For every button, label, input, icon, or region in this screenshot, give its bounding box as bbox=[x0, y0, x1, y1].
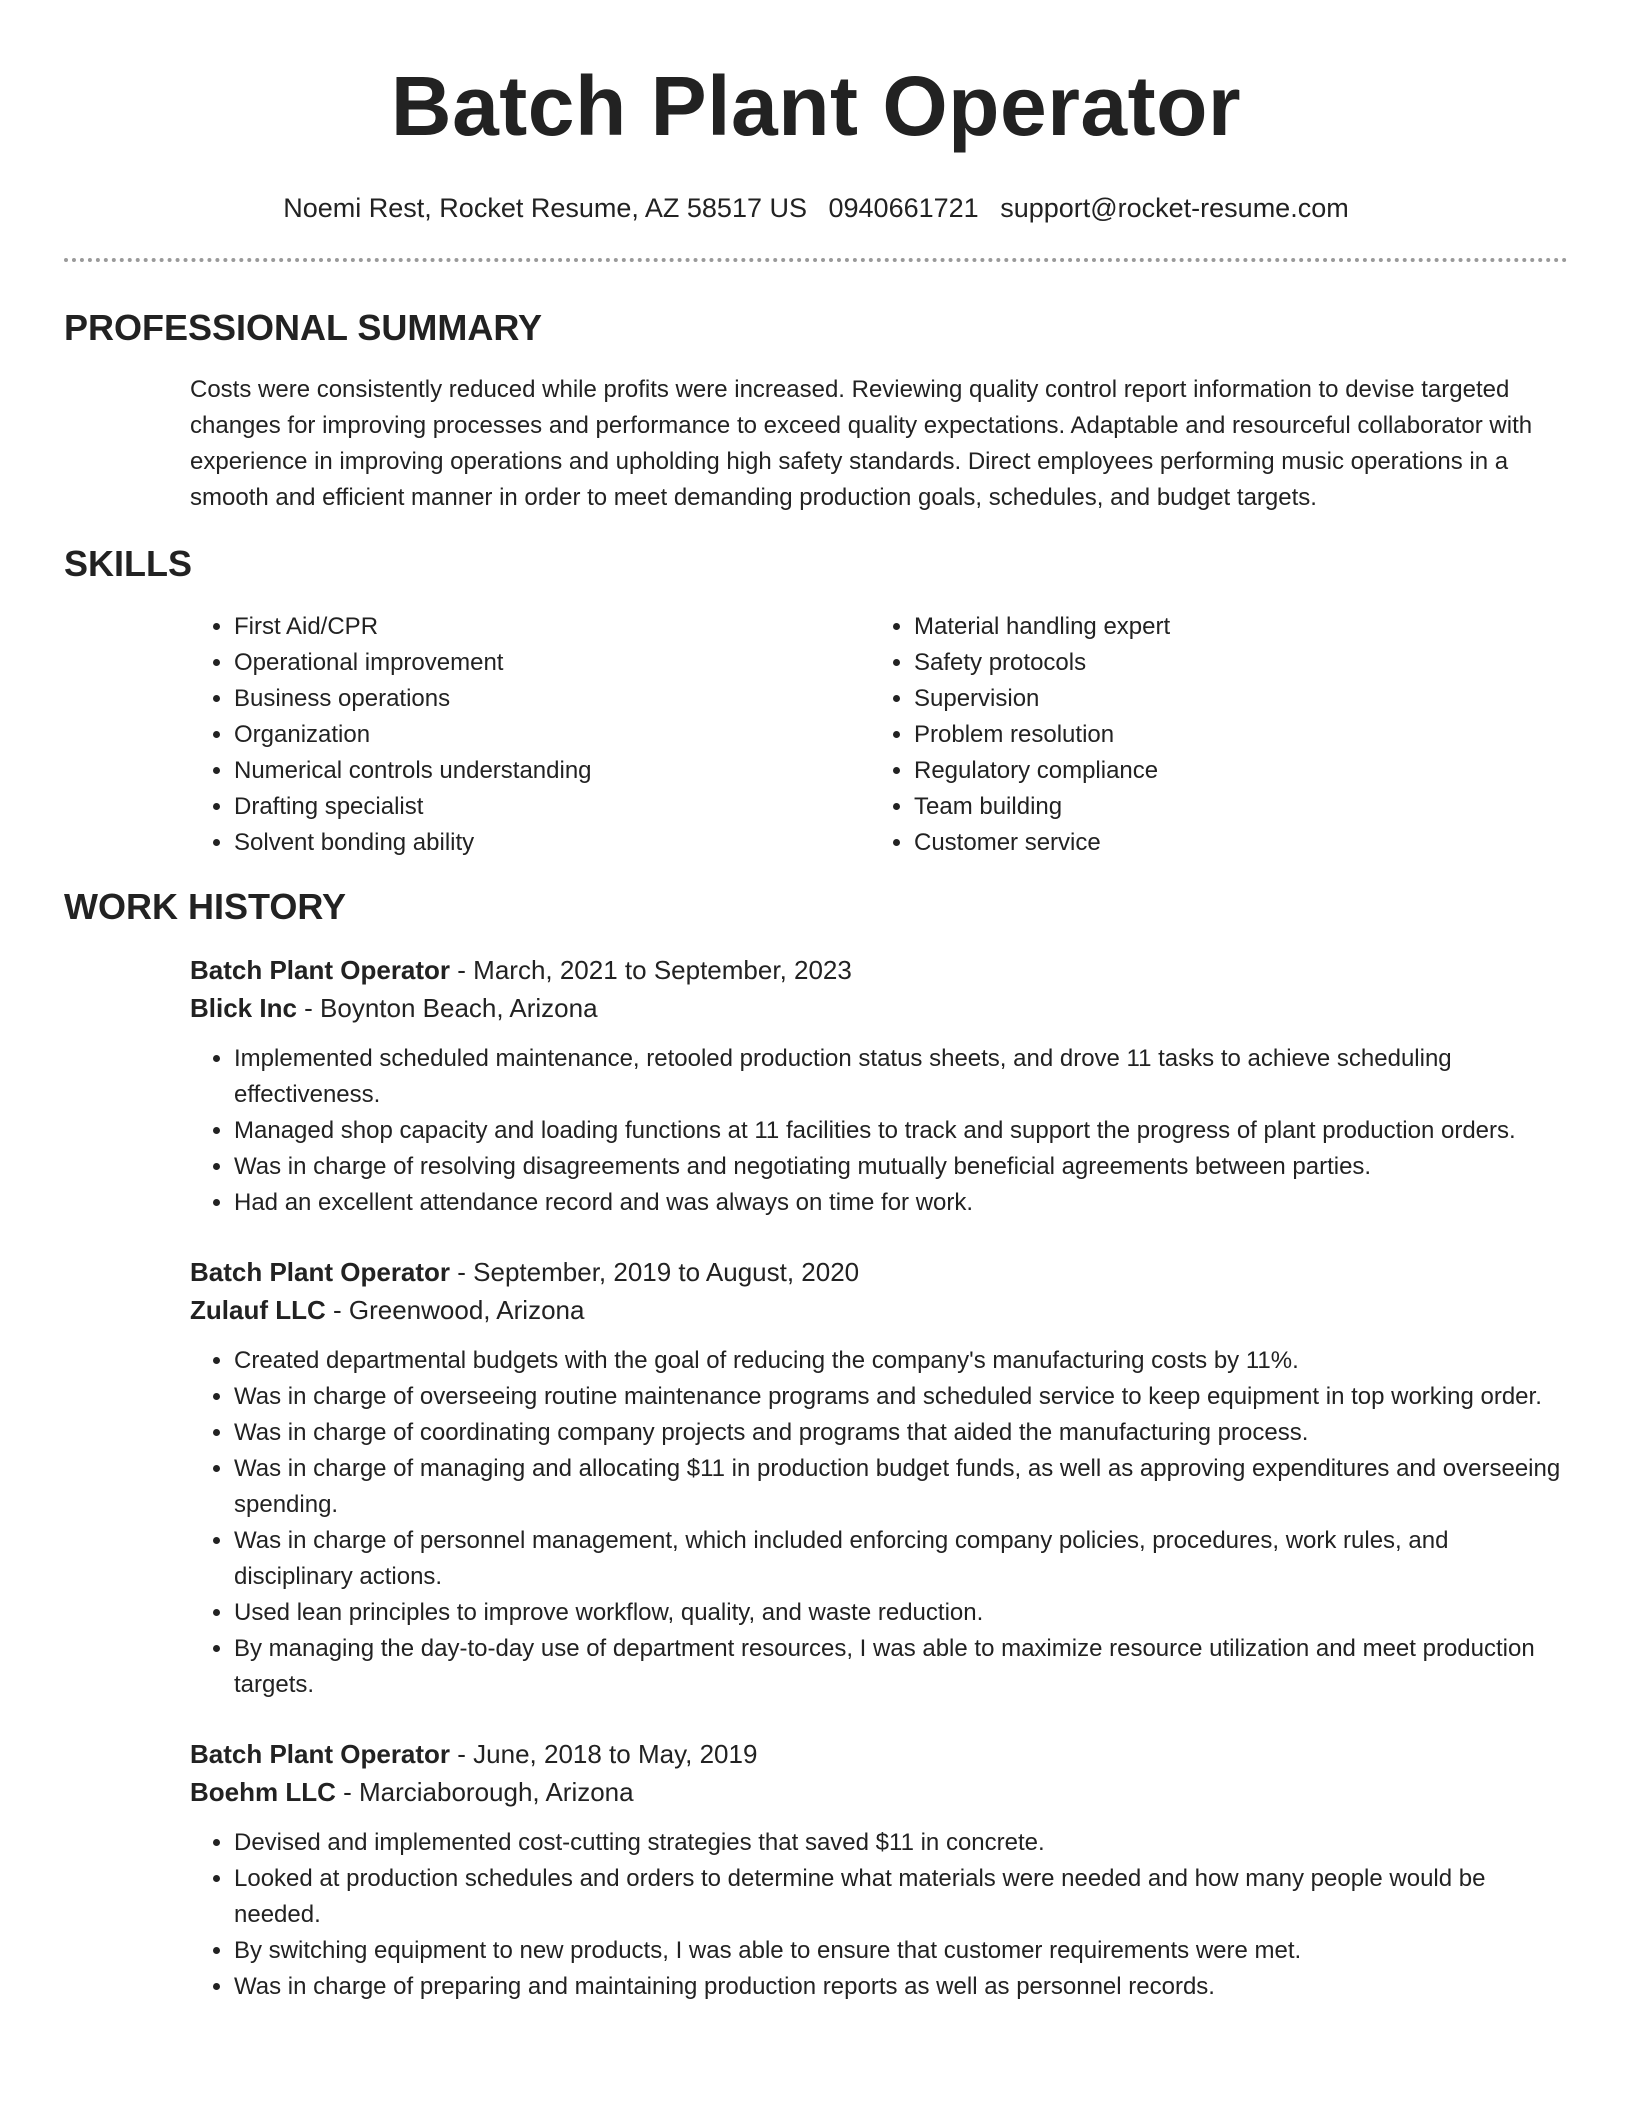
skill-item: • Problem resolution bbox=[914, 717, 1550, 753]
job-role-line bbox=[190, 951, 1568, 989]
job-bullet: • Was in charge of managing and allocating $11 in production budget funds, as well as approving expenditures and overseeing spending. bbox=[234, 1451, 1568, 1523]
job-company: Boehm LLC bbox=[190, 1777, 336, 1807]
skill-item: • Drafting specialist bbox=[234, 789, 870, 825]
job-dates: - March, 2021 to September, 2023 bbox=[450, 955, 852, 985]
skill-item: • Team building bbox=[914, 789, 1550, 825]
job-role-line bbox=[190, 1735, 1568, 1773]
skill-item: • Organization bbox=[234, 717, 870, 753]
skill-item: • Customer service bbox=[914, 825, 1550, 861]
job-bullet: • Created departmental budgets with the goal of reducing the company's manufacturing costs by 11%. bbox=[234, 1343, 1568, 1379]
contact-phone: 0940661721 bbox=[828, 193, 979, 223]
skills-heading: SKILLS bbox=[64, 543, 193, 584]
job-role: Batch Plant Operator bbox=[190, 1739, 451, 1769]
job-bullet: • Managed shop capacity and loading functions at 11 facilities to track and support the progress of plant production orders. bbox=[234, 1113, 1568, 1149]
job-bullet: • Used lean principles to improve workflow, quality, and waste reduction. bbox=[234, 1595, 1568, 1631]
skill-item: • First Aid/CPR bbox=[234, 609, 870, 645]
job-bullet: • Implemented scheduled maintenance, retooled production status sheets, and drove 11 tasks to achieve scheduling effectiveness. bbox=[234, 1041, 1568, 1113]
job-bullets bbox=[190, 1041, 1568, 1221]
job-bullet: • By switching equipment to new products, I was able to ensure that customer requirements were met. bbox=[234, 1933, 1568, 1969]
job-entry bbox=[190, 951, 1568, 1221]
job-bullets bbox=[190, 1343, 1568, 1703]
job-role-line bbox=[190, 1253, 1568, 1291]
summary-heading: PROFESSIONAL SUMMARY bbox=[64, 307, 543, 348]
job-location: - Marciaborough, Arizona bbox=[335, 1777, 634, 1807]
contact-address: Noemi Rest, Rocket Resume, AZ 58517 US bbox=[283, 193, 807, 223]
job-company-line bbox=[190, 1291, 1568, 1329]
contact-email: support@rocket-resume.com bbox=[1000, 193, 1349, 223]
job-bullet: • Was in charge of personnel management, which included enforcing company policies, procedures, work rules, and disciplinary actions. bbox=[234, 1523, 1568, 1595]
skills-list-left bbox=[190, 609, 870, 861]
skill-item: • Numerical controls understanding bbox=[234, 753, 870, 789]
contact-line bbox=[64, 192, 1568, 224]
job-entry bbox=[190, 1253, 1568, 1703]
skill-item: • Solvent bonding ability bbox=[234, 825, 870, 861]
skill-item: • Safety protocols bbox=[914, 645, 1550, 681]
job-company: Zulauf LLC bbox=[190, 1295, 326, 1325]
job-company-line bbox=[190, 989, 1568, 1027]
job-location: - Greenwood, Arizona bbox=[325, 1295, 585, 1325]
work-history-heading: WORK HISTORY bbox=[64, 886, 347, 927]
job-entry bbox=[190, 1735, 1568, 2005]
job-bullet: • By managing the day-to-day use of department resources, I was able to maximize resource utilization and meet production targets. bbox=[234, 1631, 1568, 1703]
skill-item: • Operational improvement bbox=[234, 645, 870, 681]
job-location: - Boynton Beach, Arizona bbox=[296, 993, 598, 1023]
summary-text: Costs were consistently reduced while profits were increased. Reviewing quality control report information to devise targeted changes for improving processes and performance to exceed quality expectations. Adaptable and resourceful collaborator with experience in improving operations and upholding high safety standards. Direct employees performing music operations in a smooth and efficient manner in order to meet demanding production goals, schedules, and budget targets. bbox=[190, 376, 1533, 511]
job-company-line bbox=[190, 1773, 1568, 1811]
skill-item: • Material handling expert bbox=[914, 609, 1550, 645]
skill-item: • Business operations bbox=[234, 681, 870, 717]
job-role: Batch Plant Operator bbox=[190, 955, 451, 985]
job-bullet: • Was in charge of preparing and maintaining production reports as well as personnel records. bbox=[234, 1969, 1568, 2005]
job-bullet: • Looked at production schedules and orders to determine what materials were needed and how many people would be needed. bbox=[234, 1861, 1568, 1933]
job-dates: - June, 2018 to May, 2019 bbox=[450, 1739, 758, 1769]
job-dates: - September, 2019 to August, 2020 bbox=[450, 1257, 860, 1287]
header-divider bbox=[64, 258, 1568, 262]
job-company: Blick Inc bbox=[190, 993, 297, 1023]
skill-item: • Supervision bbox=[914, 681, 1550, 717]
job-bullets bbox=[190, 1825, 1568, 2005]
skills-list-right bbox=[870, 609, 1550, 861]
resume-title: Batch Plant Operator bbox=[390, 59, 1242, 153]
job-role: Batch Plant Operator bbox=[190, 1257, 451, 1287]
skill-item: • Regulatory compliance bbox=[914, 753, 1550, 789]
job-bullet: • Was in charge of overseeing routine maintenance programs and scheduled service to keep equipment in top working order. bbox=[234, 1379, 1568, 1415]
skills-columns bbox=[190, 609, 1568, 861]
job-bullet: • Was in charge of resolving disagreements and negotiating mutually beneficial agreements between parties. bbox=[234, 1149, 1568, 1185]
job-bullet: • Devised and implemented cost-cutting strategies that saved $11 in concrete. bbox=[234, 1825, 1568, 1861]
job-bullet: • Was in charge of coordinating company projects and programs that aided the manufacturing process. bbox=[234, 1415, 1568, 1451]
job-bullet: • Had an excellent attendance record and was always on time for work. bbox=[234, 1185, 1568, 1221]
